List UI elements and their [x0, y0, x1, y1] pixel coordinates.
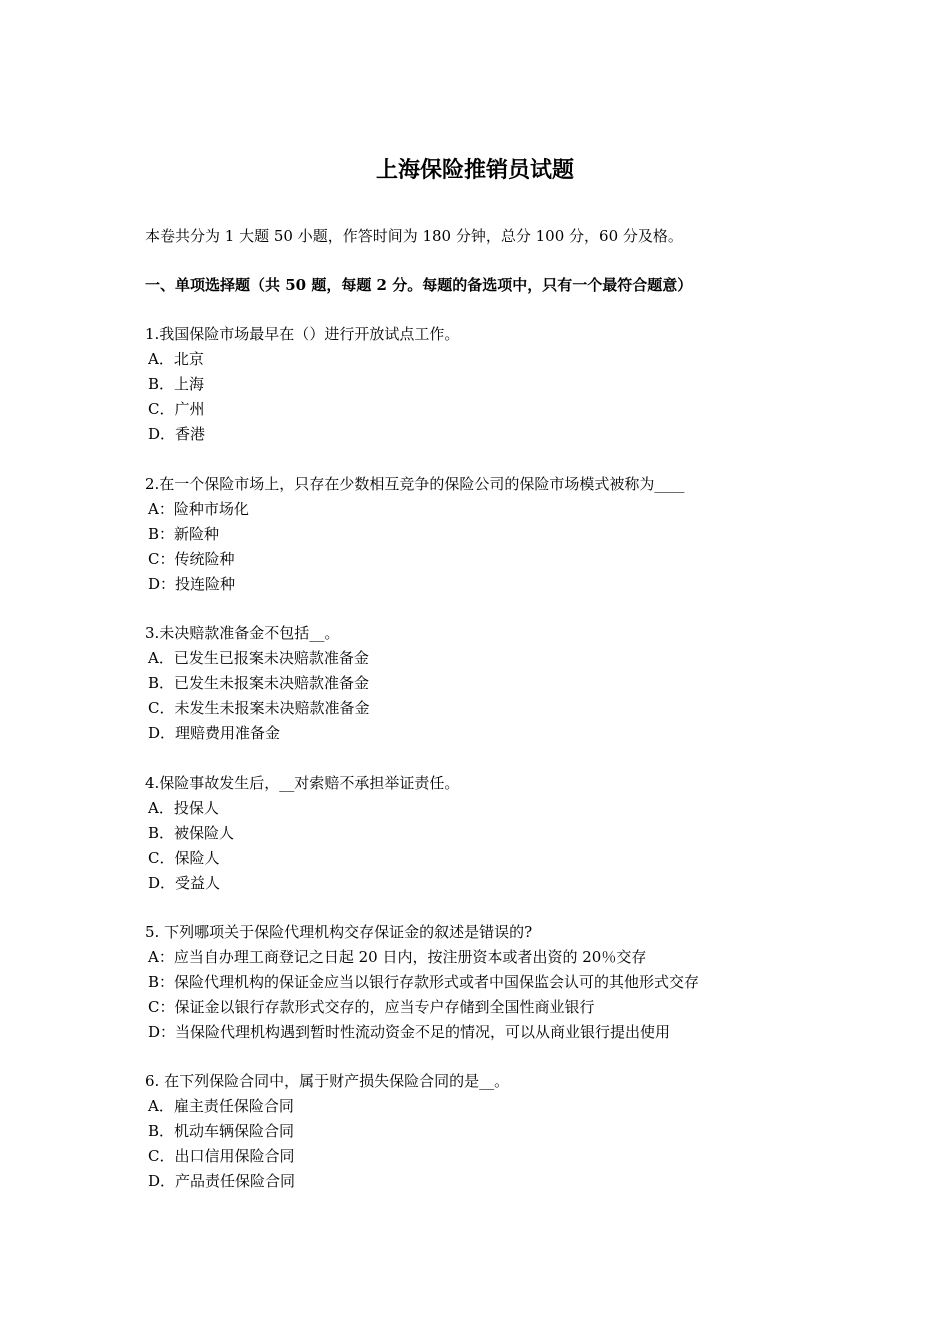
question-4 — [145, 771, 845, 896]
question-text: 4.保险事故发生后，__对索赔不承担举证责任。 — [145, 774, 460, 792]
option-a: A．投保人 — [148, 799, 219, 817]
option-b: B：新险种 — [148, 525, 220, 543]
option-c: C．出口信用保险合同 — [148, 1147, 295, 1165]
question-text: 5. 下列哪项关于保险代理机构交存保证金的叙述是错误的? — [145, 923, 533, 941]
option-d: D．理赔费用准备金 — [148, 724, 281, 742]
option-c: C．未发生未报案未决赔款准备金 — [148, 699, 370, 717]
question-text: 1.我国保险市场最早在（）进行开放试点工作。 — [145, 325, 460, 343]
question-3 — [145, 621, 845, 746]
question-text: 6. 在下列保险合同中，属于财产损失保险合同的是__。 — [145, 1072, 510, 1090]
option-c: C．保险人 — [148, 849, 220, 867]
option-d: D．产品责任保险合同 — [148, 1172, 296, 1190]
option-d: D：当保险代理机构遇到暂时性流动资金不足的情况，可以从商业银行提出使用 — [148, 1023, 671, 1041]
document-title: 上海保险推销员试题 — [375, 157, 574, 183]
question-text: 3.未决赔款准备金不包括__。 — [145, 624, 340, 642]
question-5 — [145, 920, 845, 1045]
option-d: D．香港 — [148, 425, 206, 443]
option-a: A．北京 — [148, 350, 204, 368]
option-b: B．已发生未报案未决赔款准备金 — [148, 674, 370, 692]
option-c: C：保证金以银行存款形式交存的，应当专户存储到全国性商业银行 — [148, 998, 595, 1016]
option-b: B．机动车辆保险合同 — [148, 1122, 295, 1140]
section-heading: 一、单项选择题（共 50 题，每题 2 分。每题的备选项中，只有一个最符合题意） — [145, 276, 693, 294]
option-a: A．已发生已报案未决赔款准备金 — [148, 649, 369, 667]
option-a: A：应当自办理工商登记之日起 20 日内，按注册资本或者出资的 20％交存 — [148, 948, 647, 966]
option-b: B．被保险人 — [148, 824, 235, 842]
question-6 — [145, 1069, 845, 1194]
option-a: A．雇主责任保险合同 — [148, 1097, 294, 1115]
option-c: C：传统险种 — [148, 550, 235, 568]
question-text: 2.在一个保险市场上，只存在少数相互竞争的保险公司的保险市场模式被称为____ — [145, 475, 685, 493]
question-2 — [145, 472, 845, 597]
option-b: B：保险代理机构的保证金应当以银行存款形式或者中国保监会认可的其他形式交存 — [148, 973, 700, 991]
option-b: B．上海 — [148, 375, 205, 393]
option-a: A：险种市场化 — [148, 500, 249, 518]
option-c: C．广州 — [148, 400, 205, 418]
exam-intro: 本卷共分为 1 大题 50 小题，作答时间为 180 分钟，总分 100 分，60 分及格。 — [145, 227, 683, 245]
question-1 — [145, 322, 845, 447]
option-d: D．受益人 — [148, 874, 221, 892]
option-d: D：投连险种 — [148, 575, 236, 593]
